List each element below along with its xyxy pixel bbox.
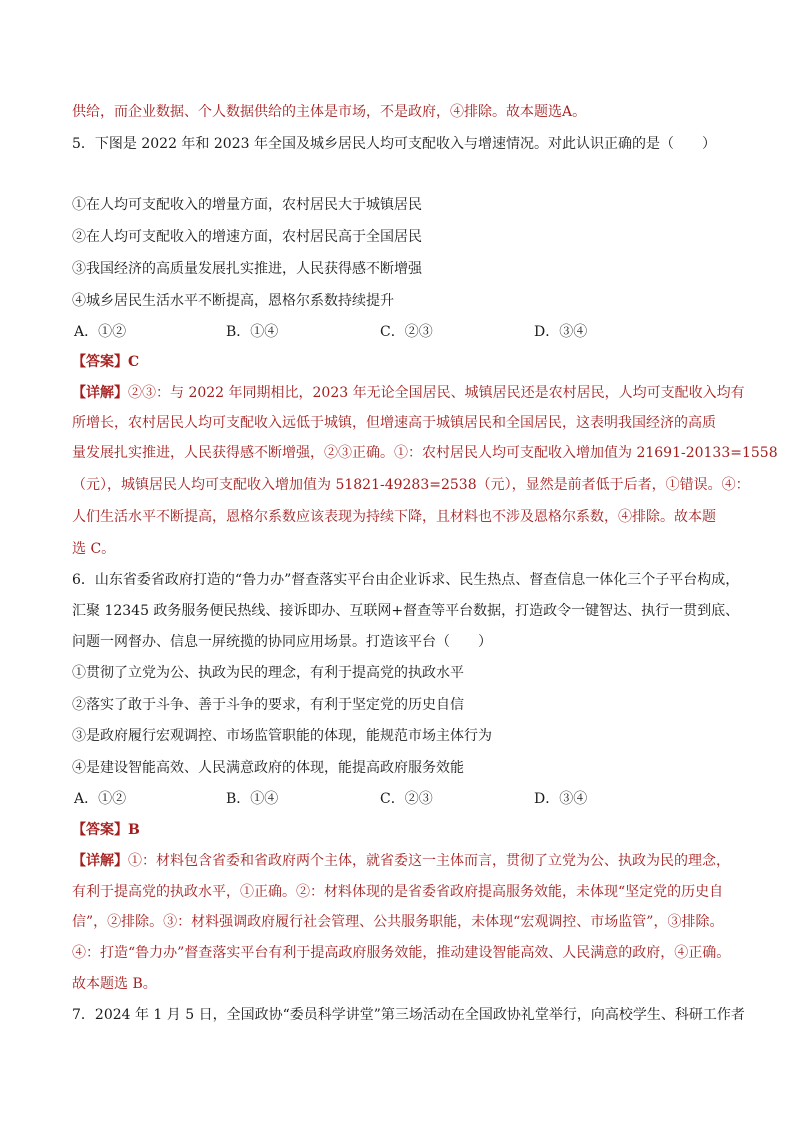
- q5-option-b: B．①④: [226, 324, 279, 340]
- q6-explanation-line: ④：打造“鲁力办”督查落实平台有利于提高政府服务效能，推动建设智能高效、人民满意的政府，④正确。: [72, 945, 731, 961]
- q5-statement-4: ④城乡居民生活水平不断提高，恩格尔系数持续提升: [72, 293, 394, 309]
- q6-statement-1: ①贯彻了立党为公、执政为民的理念，有利于提高党的执政水平: [72, 665, 464, 681]
- q6-option-d: D．③④: [534, 791, 588, 807]
- question-5-stem: 5．下图是 2022 年和 2023 年全国及城乡居民人均可支配收入与增速情况。对此认识正确的是（ ）: [72, 136, 716, 152]
- q6-explanation-line: 信”，②排除。③：材料强调政府履行社会管理、公共服务职能，未体现“宏观调控、市场监管”，③排除。: [72, 914, 724, 930]
- question-7-stem: 7．2024 年 1 月 5 日，全国政协“委员科学讲堂”第三场活动在全国政协礼堂举行，向高校学生、科研工作者: [72, 1007, 745, 1023]
- explanation-text: ②③：与 2022 年同期相比，2023 年无论全国居民、城镇居民还是农村居民，人均可支配收入均有: [128, 385, 745, 401]
- q5-statement-1: ①在人均可支配收入的增量方面，农村居民大于城镇居民: [72, 197, 422, 213]
- q6-option-c: C．②③: [380, 791, 433, 807]
- question-6-stem: 问题一网督办、信息一屏统揽的协同应用场景。打造该平台（ ）: [72, 634, 492, 650]
- question-6-stem: 6．山东省委省政府打造的“鲁力办”督查落实平台由企业诉求、民生热点、督查信息一体化三个子平台构成，: [72, 572, 740, 588]
- q5-explanation-line: 量发展扎实推进，人民获得感不断增强，②③正确。①：农村居民人均可支配收入增加值为 21691-20133=1558: [72, 445, 778, 461]
- q6-statement-4: ④是建设智能高效、人民满意政府的体现，能提高政府服务效能: [72, 760, 464, 776]
- q5-option-a: A．①②: [74, 324, 127, 340]
- q5-explanation-line: 人们生活水平不断提高，恩格尔系数应该表现为持续下降，且材料也不涉及恩格尔系数，④排除。故本题: [72, 509, 716, 525]
- q6-statement-2: ②落实了敢于斗争、善于斗争的要求，有利于坚定党的历史自信: [72, 697, 464, 713]
- q6-answer: 【答案】B: [72, 822, 140, 838]
- explanation-text: ①：材料包含省委和省政府两个主体，就省委这一主体而言，贯彻了立党为公、执政为民的理念，: [128, 853, 730, 869]
- q5-explanation-line: [72, 383, 745, 403]
- explanation-label: 【详解】: [72, 385, 128, 401]
- q5-option-d: D．③④: [534, 324, 588, 340]
- q6-option-a: A．①②: [74, 791, 127, 807]
- explanation-label: 【详解】: [72, 853, 128, 869]
- q6-explanation-line: 故本题选 B。: [72, 976, 157, 992]
- q5-explanation-line: （元），城镇居民人均可支配收入增加值为 51821-49283=2538（元），显然是前者低于后者，①错误。④：: [72, 477, 750, 493]
- q5-explanation-line: 所增长，农村居民人均可支配收入远低于城镇，但增速高于城镇居民和全国居民，这表明我国经济的高质: [72, 415, 716, 431]
- q5-option-c: C．②③: [380, 324, 433, 340]
- question-6-stem: 汇聚 12345 政务服务便民热线、接诉即办、互联网+督查等平台数据，打造政令一键智达、执行一贯到底、: [72, 603, 740, 619]
- q6-explanation-line: [72, 851, 730, 871]
- text-line: 供给，而企业数据、个人数据供给的主体是市场，不是政府，④排除。故本题选A。: [72, 104, 587, 120]
- q6-statement-3: ③是政府履行宏观调控、市场监管职能的体现，能规范市场主体行为: [72, 728, 492, 744]
- q5-answer: 【答案】C: [72, 354, 140, 370]
- q6-option-b: B．①④: [226, 791, 279, 807]
- q5-statement-3: ③我国经济的高质量发展扎实推进，人民获得感不断增强: [72, 261, 422, 277]
- q6-explanation-line: 有利于提高党的执政水平，①正确。②：材料体现的是省委省政府提高服务效能，未体现“坚定党的历史自: [72, 884, 724, 900]
- q5-explanation-line: 选 C。: [72, 541, 116, 557]
- q5-statement-2: ②在人均可支配收入的增速方面，农村居民高于全国居民: [72, 229, 422, 245]
